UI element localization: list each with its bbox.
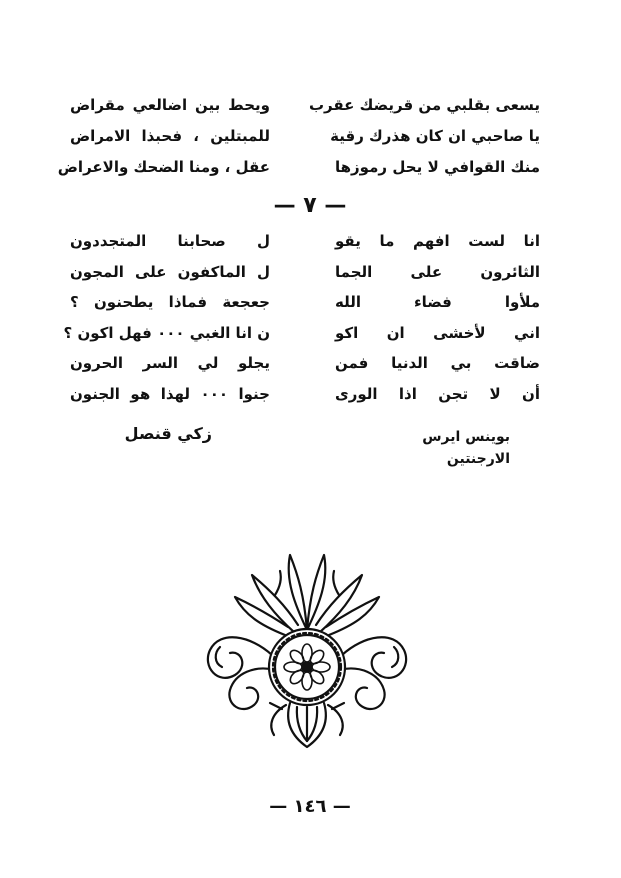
verse-line <box>70 348 540 379</box>
poem-part-2 <box>63 226 540 409</box>
verse-second-hemistich: ل الماكفون على المجون <box>70 262 270 281</box>
verse-line <box>70 287 540 318</box>
verse-first-hemistich: ضاقت بي الدنيا فمن <box>335 354 540 372</box>
verse-line <box>70 257 540 288</box>
verse-line <box>70 379 540 410</box>
verse-second-hemistich: يجلو لي السر الحرون <box>70 354 270 372</box>
verse-second-hemistich: ن انا الغبي ٠٠٠ فهل اكون ؟ <box>63 323 270 342</box>
verse-second-hemistich: ل صحابنا المتجددون <box>70 232 270 250</box>
verse-first-hemistich: ملأوا فضاء الله <box>335 293 540 311</box>
place-of-writing <box>395 426 510 470</box>
poem-part-1 <box>57 90 540 183</box>
verse-second-hemistich: للمبتلين ، فحبذا الامراض <box>70 127 270 145</box>
floral-ornament-icon <box>190 535 425 750</box>
verse-line <box>70 90 540 121</box>
verse-second-hemistich: جنوا ٠٠٠ لهذا هو الجنون <box>70 384 270 403</box>
verse-second-hemistich: جعجعة فماذا يطحنون ؟ <box>70 293 270 311</box>
verse-line <box>63 318 540 349</box>
verse-first-hemistich: الثائرون على الجما <box>335 262 540 281</box>
verse-line <box>57 152 540 183</box>
verse-first-hemistich: اني لأخشى ان اكو <box>335 323 540 342</box>
verse-first-hemistich: منك القوافي لا يحل رموزها <box>335 158 540 176</box>
verse-second-hemistich: ويحط بين اضالعي مقراض <box>70 96 270 114</box>
verse-second-hemistich: عقل ، ومنا الضحك والاعراض <box>57 158 270 176</box>
verse-first-hemistich: يا صاحبي ان كان هذرك رقية <box>330 127 540 145</box>
verse-line <box>70 121 540 152</box>
place-country: الارجنتين <box>446 451 510 467</box>
verse-first-hemistich: انا لست افهم ما يقو <box>335 232 540 250</box>
verse-line <box>70 226 540 257</box>
verse-first-hemistich: أن لا تجن اذا الورى <box>335 384 540 403</box>
section-number: — ٧ — <box>273 193 347 218</box>
verse-first-hemistich: يسعى بقلبي من قريضك عقرب <box>308 96 540 114</box>
place-city: بوينس ايرس <box>422 429 510 445</box>
page-number: — ١٤٦ — <box>269 796 351 817</box>
author-name: زكي قنصل <box>124 424 212 443</box>
